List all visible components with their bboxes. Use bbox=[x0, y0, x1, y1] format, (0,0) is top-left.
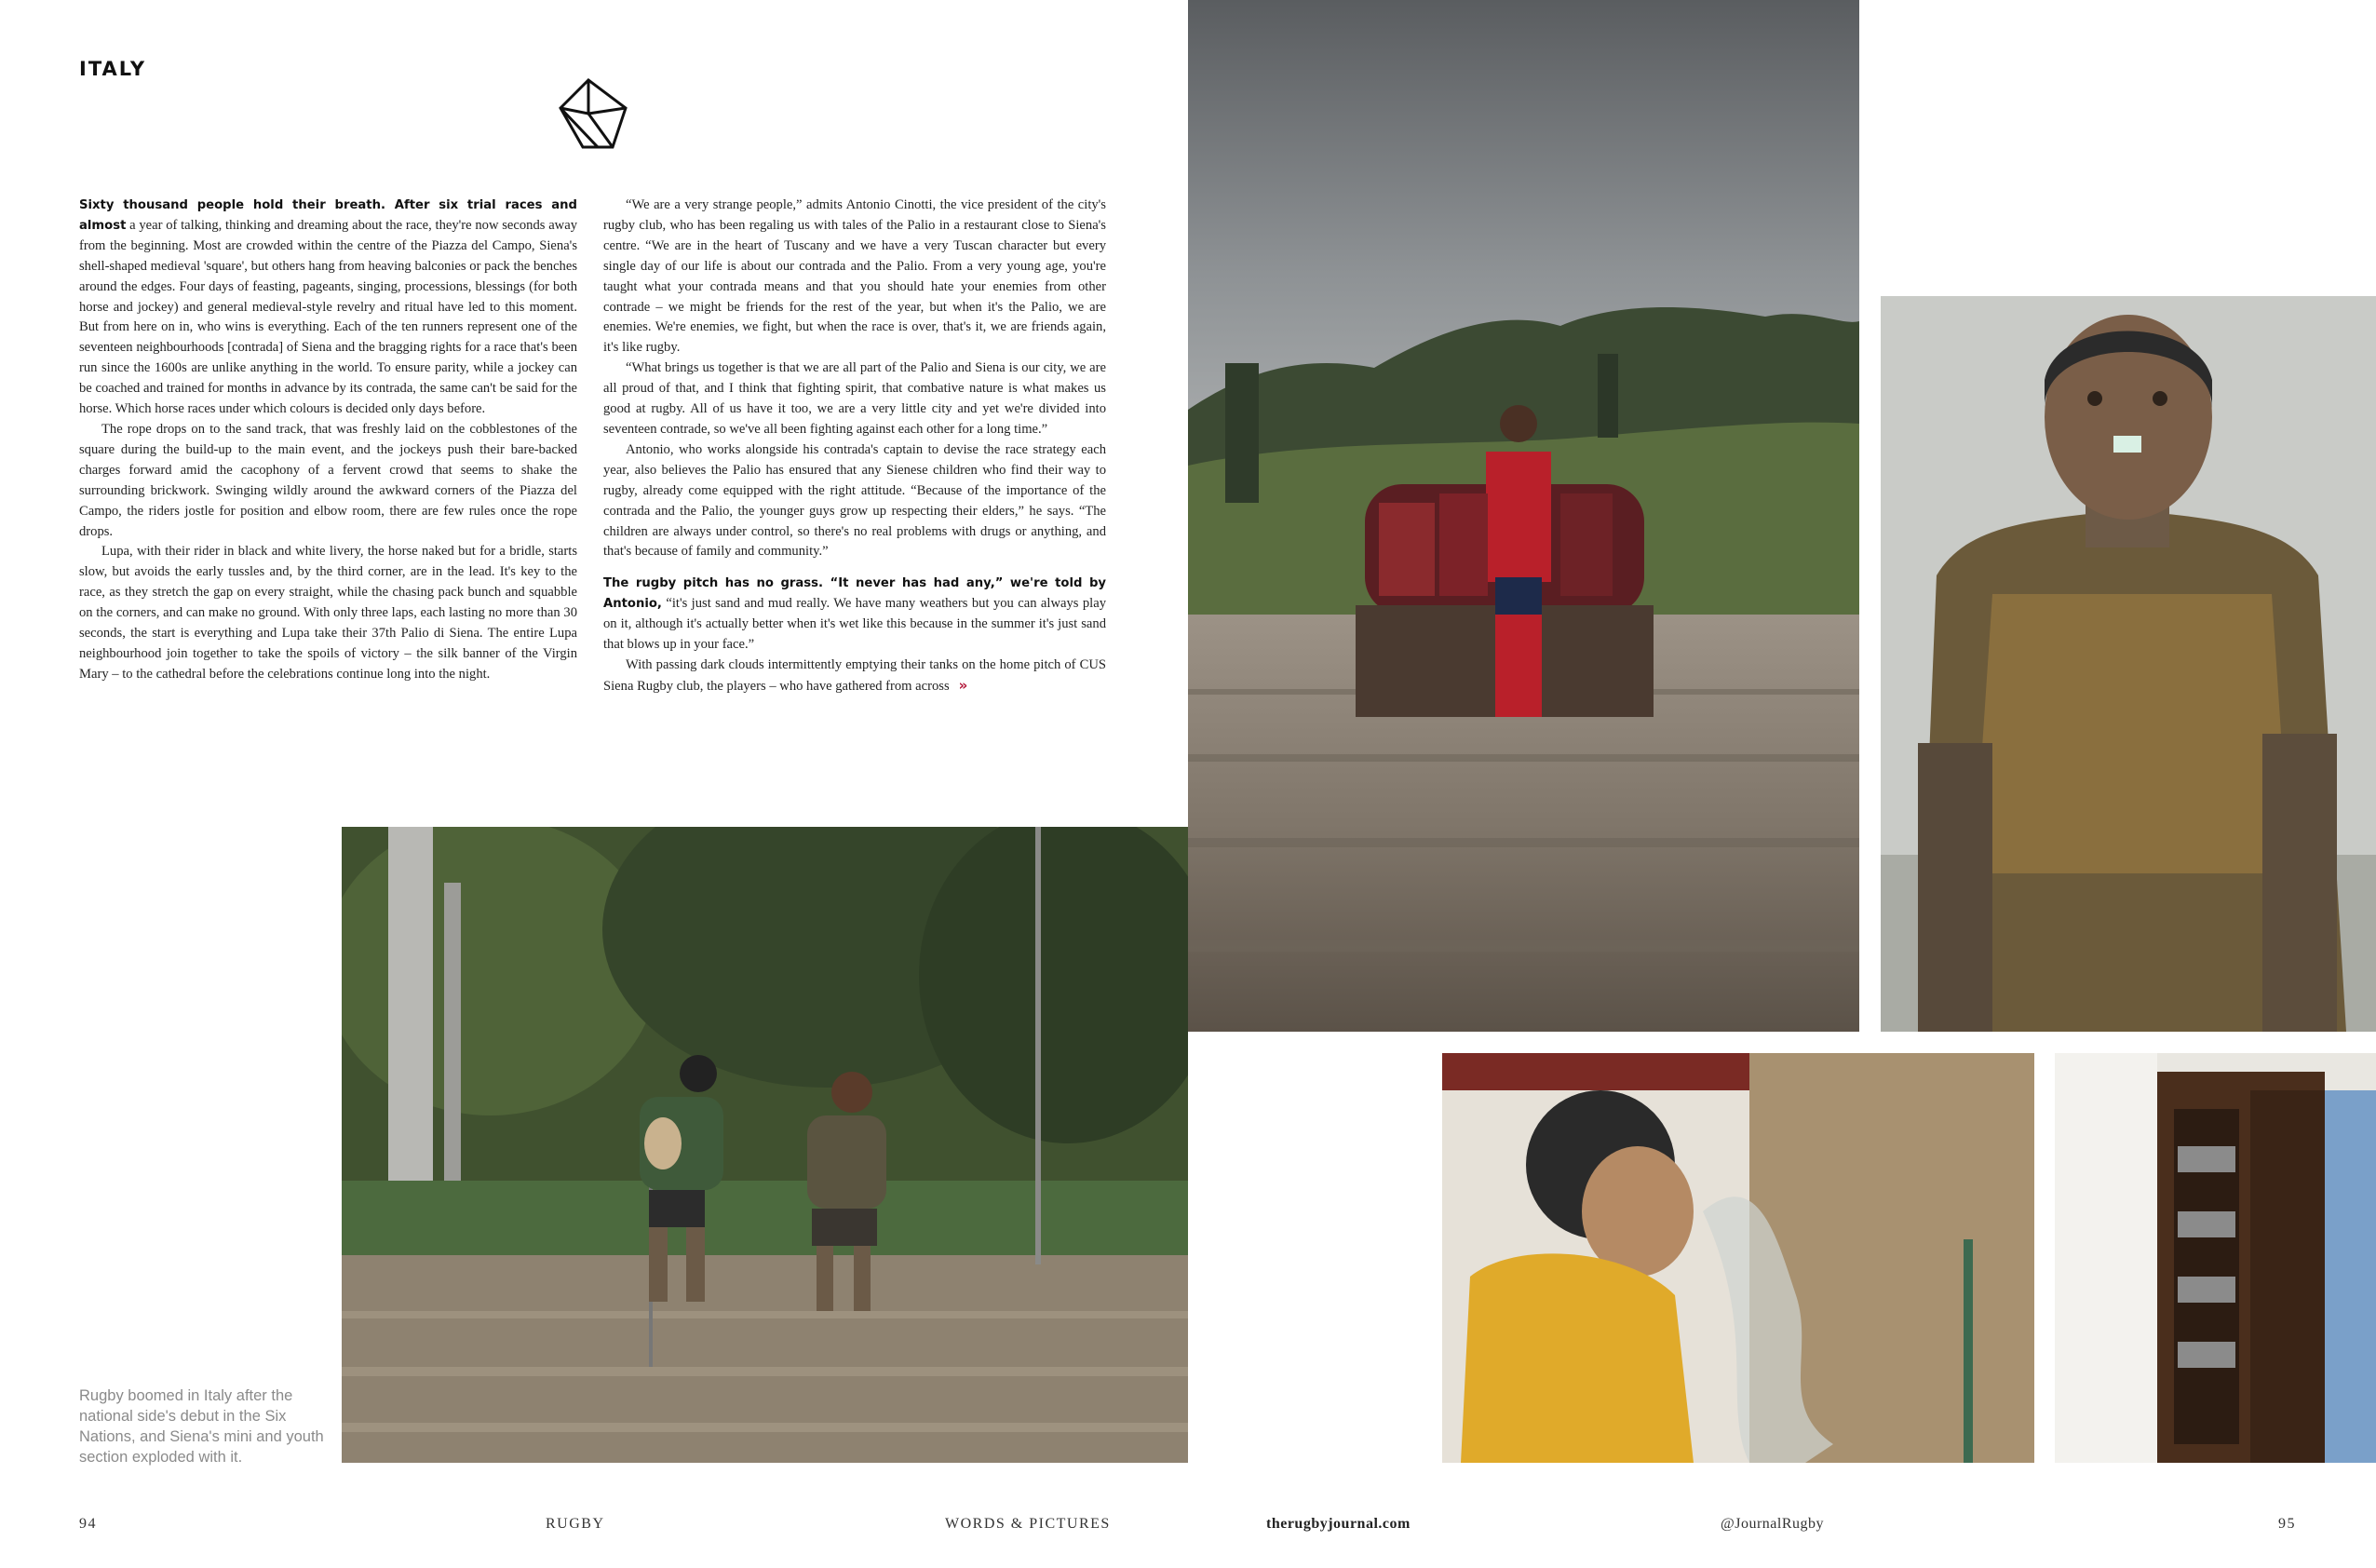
article-paragraph: The rugby pitch has no grass. “It never has had any,” we're told by Antonio, “it's just sand and mud really. We have many weathers but you can always play on it, although it's actually better when it's wet like this because in the summer it's just sand that blows up in your face.” bbox=[603, 576, 1106, 653]
geometric-cube-logo-icon bbox=[557, 76, 629, 151]
article-paragraph: “What brings us together is that we are all part of the Palio and Siena is our city, we are all proud of that, and I think that fighting spirit, that combative nature is what makes us good at rugby. All of us have it too, we are a very little city and yet we're divided into seventeen contrade, so we've all been fighting against each other for a long time.” bbox=[603, 360, 1106, 437]
footer-website-link[interactable]: therugbyjournal.com bbox=[1266, 1516, 1411, 1532]
continue-arrow-icon: » bbox=[958, 676, 968, 694]
photo-team-huddle bbox=[1188, 0, 1859, 1032]
photo-children-running bbox=[342, 827, 1188, 1463]
article-paragraph: Antonio, who works alongside his contrada's captain to devise the race strategy each year, also believes the Palio has ensured that any Sienese children who find their way to rugby, already come equipped with the right attitude. “Because of the importance of the contrada and the Palio, the younger guys grow up respecting their elders,” he says. “The children are always under control, so there's no real problems with drugs or anything, and that's because of family and community.” bbox=[603, 441, 1106, 560]
article-column-1 bbox=[79, 196, 577, 685]
article-paragraph: The rope drops on to the sand track, that was freshly laid on the cobblestones of the square during the build-up to the main event, and the jockeys push their bare-backed charges forward amid the cacophony of a fervent crowd that seems to shake the surrounding brickwork. Swinging wildly around the awkward corners of the Piazza del Campo, the riders jostle for position and elbow room, there are few rules once the rope drops. bbox=[79, 421, 577, 539]
footer-social-handle[interactable]: @JournalRugby bbox=[1721, 1516, 1825, 1532]
photo-drinking-water bbox=[1442, 1053, 2034, 1463]
article-paragraph: Lupa, with their rider in black and white livery, the horse naked but for a bridle, starts slow, but avoids the early tussles and, by the third corner, are in the lead. It's key to the race, as they stretch the gap on every straight, while the chasing pack bunch and squabble on the corners, and can make no ground. With only three laps, each lasting no more than 30 seconds, the start is everything and Lupa take their 37th Palio di Siena. The entire Lupa neighbourhood join together to take the spoils of victory – the silk banner of the Virgin Mary – to the cathedral before the celebrations continue long into the night. bbox=[79, 544, 577, 682]
footer-section: RUGBY bbox=[546, 1516, 605, 1532]
page-number-left: 94 bbox=[79, 1516, 97, 1532]
article-paragraph: “We are a very strange people,” admits Antonio Cinotti, the vice president of the city's rugby club, who has been regaling us with tales of the Palio in a restaurant close to Siena's centre. “We are in the heart of Tuscany and we have a very Tuscan character but every single day of our life is about our contrada and the Palio. From a very young age, you're taught what your contrada means and that you should hate your enemies from other contrade – we might be friends for the rest of the year, but when it's the Palio, we are enemies. We're enemies, we fight, but when the race is over, that's it, we are friends again, it's like rugby. bbox=[603, 197, 1106, 356]
footer-credit: WORDS & PICTURES bbox=[945, 1516, 1111, 1532]
section-label: ITALY bbox=[79, 58, 147, 80]
photo-caption: Rugby boomed in Italy after the national side's debut in the Six Nations, and Siena's mini and youth section exploded with it. bbox=[79, 1387, 324, 1466]
page-number-right: 95 bbox=[2278, 1516, 2296, 1532]
article-paragraph: With passing dark clouds intermittently emptying their tanks on the home pitch of CUS Siena Rugby club, the players – who have gathered from across » bbox=[603, 656, 1106, 694]
article-paragraph: Sixty thousand people hold their breath. After six trial races and almost a year of talking, thinking and dreaming about the race, they're now seconds away from the beginning. Most are crowded within the centre of the Piazza del Campo, Siena's shell-shaped medieval 'square', but others hang from heaving balconies or pack the benches around the edges. Four days of feasting, pageants, singing, processions, blessings (for both horse and jockey) and general medieval-style revelry and ritual have led to this moment. But from here on in, who wins is everything. Each of the ten runners represent one of the seventeen neighbourhoods [contrada] of Siena and the bragging rights for a race that's been run since the 1600s are unlike anything in the world. To ensure parity, while a jockey can be coached and trained for months in advance by its contrada, the same can't be said for the horse. Which horse races under which colours is decided only days before. bbox=[79, 198, 577, 417]
article-column-2 bbox=[603, 196, 1106, 697]
photo-muddy-boy-portrait bbox=[1881, 296, 2376, 1032]
photo-boot-cabinet bbox=[2055, 1053, 2376, 1463]
